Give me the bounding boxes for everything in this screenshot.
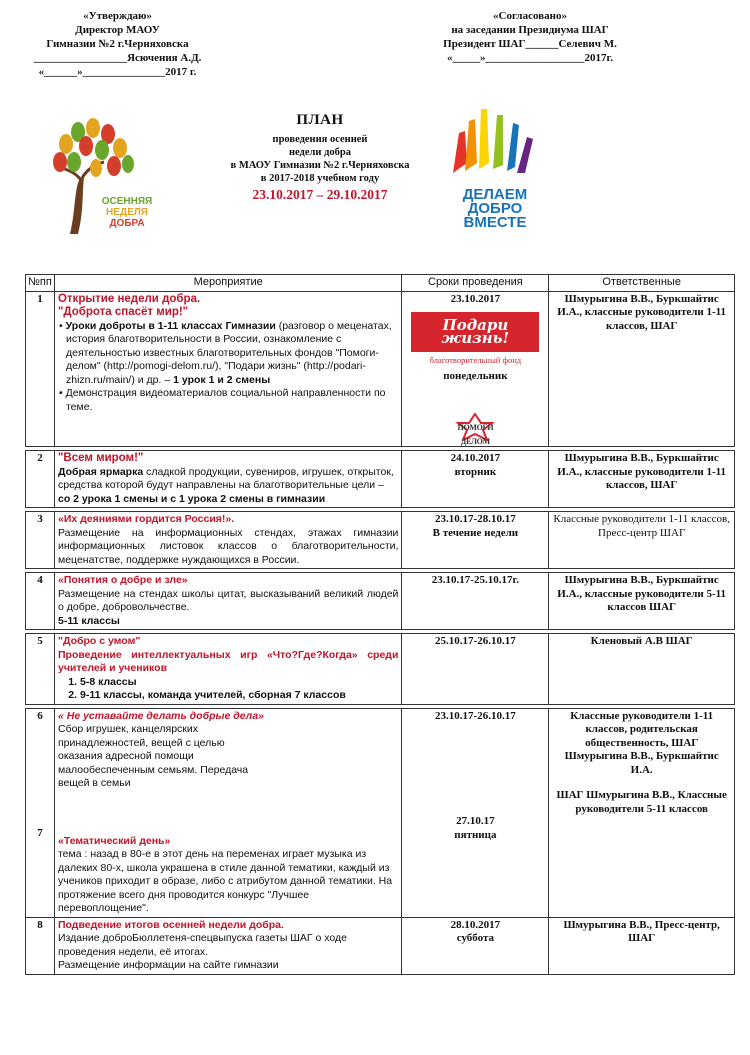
row-number: 6	[37, 709, 43, 722]
event-title: «Тематический день»	[57, 834, 171, 847]
header-event: Мероприятие	[54, 275, 401, 292]
event-list	[58, 320, 398, 415]
row-number: 3	[26, 512, 55, 569]
right-logo-text	[445, 188, 545, 230]
table-row	[26, 291, 735, 447]
approval-line-3: Гимназии №2 г.Черняховска	[46, 38, 189, 50]
list-item-text: (разговор о меценатах, история благотворительности в России, ознакомление с деятельностью известных благотворительных фондов "Помоги-делом" (http://pomogi-delom.ru/), "Подари жизнь" (http://podari-zhizn.ru/main/) и др. –	[65, 319, 392, 386]
approval-block	[10, 9, 225, 79]
dates-cell	[402, 451, 549, 508]
autumn-logo-line-3: ДОБРА	[109, 218, 145, 229]
event-date: 23.10.2017	[450, 292, 501, 305]
promo-podari-sub: благотворительный фонд	[429, 355, 522, 365]
event-text: Сбор игрушек, канцелярских принадлежностей, вещей с целью оказания адресной помощи малообеспеченным семьям. Передача вещей в семьи	[57, 723, 249, 789]
event-day: пятница	[454, 828, 497, 841]
right-logo-line-2: ДОБРО	[467, 200, 523, 217]
list-item	[66, 320, 398, 388]
event-text: Издание доброБюллетеня-спецвыпуска газеты ШАГ о ходе проведения недели, её итогах.	[57, 932, 347, 958]
event-text: Размещение на информационных стендах, этажах гимназии информационных листовок классов о благотворительности, меценатстве, поддержке нуждающихся в России.	[57, 526, 399, 566]
event-title: "Добро с умом"	[57, 635, 141, 647]
podari-zhizn-logo	[411, 312, 539, 368]
row-number: 2	[26, 451, 55, 508]
event-date: 27.10.17	[456, 815, 495, 827]
right-logo-line-3: ВМЕСТЕ	[463, 214, 527, 231]
agreement-block	[395, 9, 665, 65]
responsible-cell: Шмурыгина В.В., Буркшайтис И.А., классные руководители 1-11 классов, ШАГ	[549, 291, 735, 447]
table-row	[26, 634, 735, 705]
pomogi-delom-logo	[445, 413, 505, 446]
approval-line-1: «Утверждаю»	[83, 10, 152, 22]
list-item-tail: 1 урок 1 и 2 смены	[173, 373, 271, 386]
dates-cell	[402, 917, 549, 974]
list-item: 1. 5-8 классы	[80, 676, 398, 690]
event-title: «Их деяниями гордится Россия!».	[57, 513, 235, 525]
row-number: 1	[26, 291, 55, 447]
row-number: 8	[26, 917, 55, 974]
event-date: 23.10.17-28.10.17	[435, 513, 516, 525]
list-item-text: Демонстрация видеоматериалов социальной направленности по теме.	[65, 387, 386, 413]
table-row	[26, 512, 735, 569]
promo-pomogi-text: ПОМОГИ ДЕЛОМ	[457, 423, 494, 446]
title-line-2: недели добра	[288, 147, 351, 158]
event-day: В течение недели	[432, 526, 519, 539]
event-title: "Всем миром!"	[57, 452, 144, 464]
event-bold: Добрая ярмарка	[57, 465, 144, 478]
event-date: 28.10.2017	[450, 918, 501, 931]
approval-line-2: Директор МАОУ	[75, 24, 160, 36]
list-item: 2. 9-11 классы, команда учителей, сборная 7 классов	[80, 689, 398, 703]
event-cell	[54, 451, 401, 508]
event-cell	[54, 917, 401, 974]
list-item-bold: Уроки доброты в 1-11 классах Гимназии	[65, 319, 276, 332]
header-responsible: Ответственные	[549, 275, 735, 292]
responsible-cell: Классные руководители 1-11 классов, Пресс-центр ШАГ	[549, 512, 735, 569]
event-day: вторник	[454, 465, 497, 478]
autumn-logo-line-2: НЕДЕЛЯ	[106, 207, 148, 218]
table-row	[26, 917, 735, 974]
event-cell	[54, 634, 401, 705]
event-day: суббота	[456, 932, 495, 944]
responsible-text: ШАГ Шмурыгина В.В., Классные руководители 5-11 классов	[556, 789, 727, 815]
plan-title	[190, 112, 450, 203]
dates-cell	[402, 512, 549, 569]
header-num: №пп	[26, 275, 55, 292]
title-line-3: в МАОУ Гимназии №2 г.Черняховска	[230, 160, 410, 171]
responsible-text: Классные руководители 1-11 классов, родительская общественность, ШАГ Шмурыгина В.В., Буркшайтис И.А.	[564, 709, 719, 776]
event-list	[58, 676, 398, 703]
event-title: Открытие недели добра.	[57, 292, 201, 305]
row-number: 5	[26, 634, 55, 705]
event-title: Подведение итогов осенней недели добра.	[57, 918, 284, 931]
dates-cell	[402, 708, 549, 917]
event-text: Размещение на стендах школы цитат, высказываний великий людей о добре, добровольчестве.	[57, 587, 399, 613]
event-date: 23.10.17-26.10.17	[435, 709, 516, 722]
hands-icon	[445, 103, 545, 183]
dates-cell	[402, 291, 549, 447]
event-cell	[54, 512, 401, 569]
header-dates: Сроки проведения	[402, 275, 549, 292]
row-number-pair	[26, 708, 55, 917]
promo-podari-text: Подари жизнь!	[441, 315, 510, 347]
event-bold-tail: со 2 урока 1 смены и с 1 урока 2 смены в гимназии	[57, 492, 326, 505]
approval-line-4: _________________Ясючения А.Д.	[33, 52, 202, 64]
title-line-4: в 2017-2018 учебном году	[260, 173, 380, 184]
plan-word: ПЛАН	[296, 112, 344, 128]
event-text: Размещение информации на сайте гимназии	[57, 959, 279, 971]
event-title: « Не уставайте делать добрые дела»	[57, 709, 264, 722]
agreement-line-2: на заседании Президиума ШАГ	[451, 24, 609, 36]
event-date: 25.10.17-26.10.17	[402, 634, 549, 705]
agreement-line-4: «_____»__________________2017г.	[446, 52, 613, 64]
table-header-row	[26, 275, 735, 292]
table-row	[26, 451, 735, 508]
event-title: «Понятия о добре и зле»	[57, 574, 188, 586]
event-subtitle: "Доброта спасёт мир!"	[57, 306, 189, 318]
event-text: сладкой продукции, сувениров, игрушек, открыток, средства которой будут направлены на благотворительные цели –	[57, 465, 394, 491]
title-line-1: проведения осенней	[272, 134, 368, 145]
event-cell	[54, 291, 401, 447]
autumn-logo-line-1: ОСЕННЯЯ	[101, 196, 153, 207]
table-row	[26, 573, 735, 630]
list-item	[66, 387, 398, 414]
doing-good-together-logo	[445, 103, 545, 229]
responsible-cell	[549, 708, 735, 917]
title-dates: 23.10.2017 – 29.10.2017	[252, 187, 388, 202]
table-row	[26, 708, 735, 917]
responsible-cell: Шмурыгина В.В., Буркшайтис И.А., классные руководители 1-11 классов, ШАГ	[549, 451, 735, 508]
autumn-logo-text	[92, 196, 162, 229]
responsible-cell: Кленовый А.В ШАГ	[549, 634, 735, 705]
event-date: 23.10.17-25.10.17г.	[402, 573, 549, 630]
event-cell	[54, 708, 401, 917]
event-date: 24.10.2017	[450, 452, 501, 464]
event-grades: 5-11 классы	[57, 614, 120, 627]
plan-table	[25, 274, 735, 975]
agreement-line-1: «Согласовано»	[493, 10, 567, 22]
approval-line-5: «______»_______________2017 г.	[38, 66, 197, 78]
row-number: 7	[37, 827, 43, 839]
agreement-line-3: Президент ШАГ______Селевич М.	[443, 38, 617, 50]
row-number: 4	[26, 573, 55, 630]
responsible-cell: Шмурыгина В.В., Пресс-центр, ШАГ	[549, 917, 735, 974]
responsible-cell: Шмурыгина В.В., Буркшайтис И.А., классные руководители 5-11 классов ШАГ	[549, 573, 735, 630]
event-subtitle: Проведение интеллектуальных игр «Что?Где?Когда» среди учителей и учеников	[57, 648, 399, 674]
event-cell	[54, 573, 401, 630]
right-logo-line-1: ДЕЛАЕМ	[462, 186, 528, 203]
event-text: тема : назад в 80-е в этот день на переменах играет музыка из далеких 80-х, школа украшена в стиле данной тематики, каждый из учеников приходит в образе, либо с атрибутом данной тематики. На протяжение всего дня проводится конкурс "Лучшее перевоплощение".	[57, 848, 393, 914]
event-day: понедельник	[443, 369, 508, 382]
